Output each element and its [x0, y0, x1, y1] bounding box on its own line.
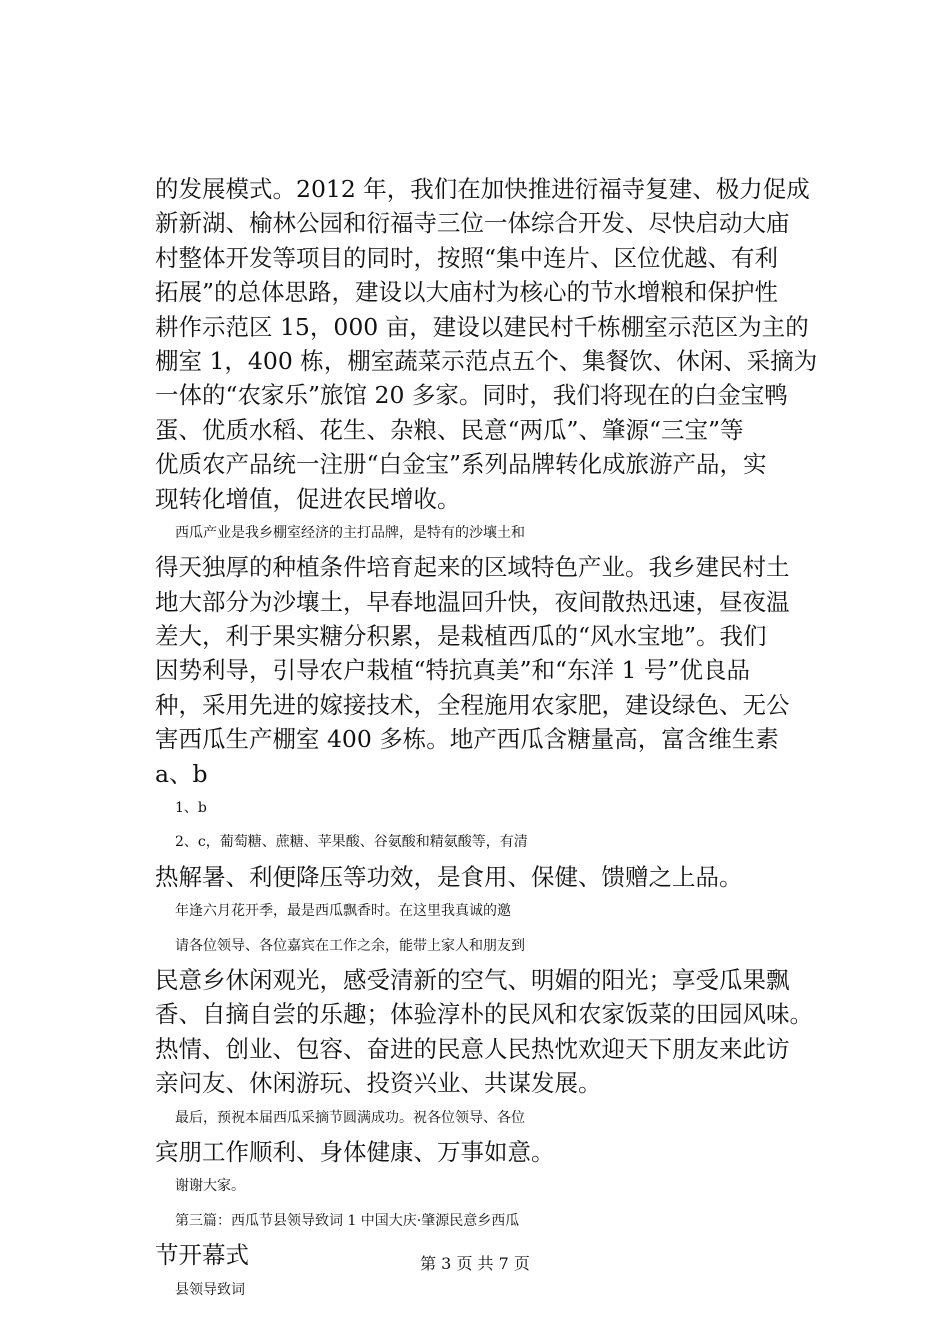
text-line: 县领导致词: [175, 1281, 245, 1298]
text-line: 拓展”的总体思路，建设以大庙村为核心的节水增粮和保护性: [155, 278, 779, 307]
text-line: 因势利导，引导农户栽植“特抗真美”和“东洋 1 号”优良品: [155, 656, 750, 685]
text-line: 耕作示范区 15，000 亩，建设以建民村千栋棚室示范区为主的: [155, 312, 809, 341]
text-line: 种，采用先进的嫁接技术，全程施用农家肥，建设绿色、无公: [155, 690, 790, 719]
text-line: 请各位领导、各位嘉宾在工作之余，能带上家人和朋友到: [175, 937, 525, 954]
text-line: 香、自摘自尝的乐趣；体验淳朴的民风和农家饭菜的田园风味。: [155, 1000, 813, 1029]
text-line: 民意乡休闲观光，感受清新的空气、明媚的阳光；享受瓜果飘: [155, 965, 790, 994]
text-line: 蛋、优质水稻、花生、杂粮、民意“两瓜”、肇源“三宝”等: [155, 415, 744, 444]
text-line: 现转化增值，促进农民增收。: [155, 484, 461, 513]
text-line: a、b: [155, 759, 208, 788]
text-line: 新新湖、榆林公园和衍福寺三位一体综合开发、尽快启动大庙: [155, 209, 790, 238]
text-line: 宾朋工作顺利、身体健康、万事如意。: [155, 1137, 555, 1166]
text-line: 1、b: [175, 800, 207, 817]
text-line: 差大，利于果实糖分积累，是栽植西瓜的“风水宝地”。我们: [155, 622, 767, 651]
document-body: [155, 172, 845, 1307]
text-line: 亲问友、休闲游玩、投资兴业、共谋发展。: [155, 1069, 602, 1098]
text-line: 热解暑、利便降压等功效，是食用、保健、馈赠之上品。: [155, 862, 743, 891]
text-line: 一体的“农家乐”旅馆 20 多家。同时，我们将现在的白金宝鸭: [155, 381, 788, 410]
text-line: 地大部分为沙壤土，早春地温回升快，夜间散热迅速，昼夜温: [155, 587, 790, 616]
text-line: 最后，预祝本届西瓜采摘节圆满成功。祝各位领导、各位: [175, 1109, 525, 1126]
text-line: 棚室 1，400 栋，棚室蔬菜示范点五个、集餐饮、休闲、采摘为: [155, 346, 818, 375]
text-line: 热情、创业、包容、奋进的民意人民热忱欢迎天下朋友来此访: [155, 1034, 790, 1063]
text-line: 害西瓜生产棚室 400 多栋。地产西瓜含糖量高，富含维生素: [155, 725, 779, 754]
text-line: 第三篇：西瓜节县领导致词 1 中国大庆·肇源民意乡西瓜: [175, 1212, 520, 1229]
text-line: 谢谢大家。: [175, 1178, 245, 1195]
text-line: 得天独厚的种植条件培育起来的区域特色产业。我乡建民村土: [155, 553, 790, 582]
text-line: 的发展模式。2012 年，我们在加快推进衍福寺复建、极力促成: [155, 175, 810, 203]
page-number-footer: 第 3 页 共 7 页: [420, 1254, 530, 1273]
text-line: 西瓜产业是我乡棚室经济的主打品牌，是特有的沙壤土和: [175, 524, 525, 541]
text-line: 节开幕式: [155, 1241, 249, 1270]
text-line: 2、c，葡萄糖、蔗糖、苹果酸、谷氨酸和精氨酸等，有清: [175, 834, 528, 851]
text-line: 村整体开发等项目的同时，按照“集中连片、区位优越、有利: [155, 243, 779, 272]
text-line: 优质农产品统一注册“白金宝”系列品牌转化成旅游产品，实: [155, 450, 767, 479]
text-line: 年逢六月花开季，最是西瓜飘香时。在这里我真诚的邀: [175, 903, 511, 920]
